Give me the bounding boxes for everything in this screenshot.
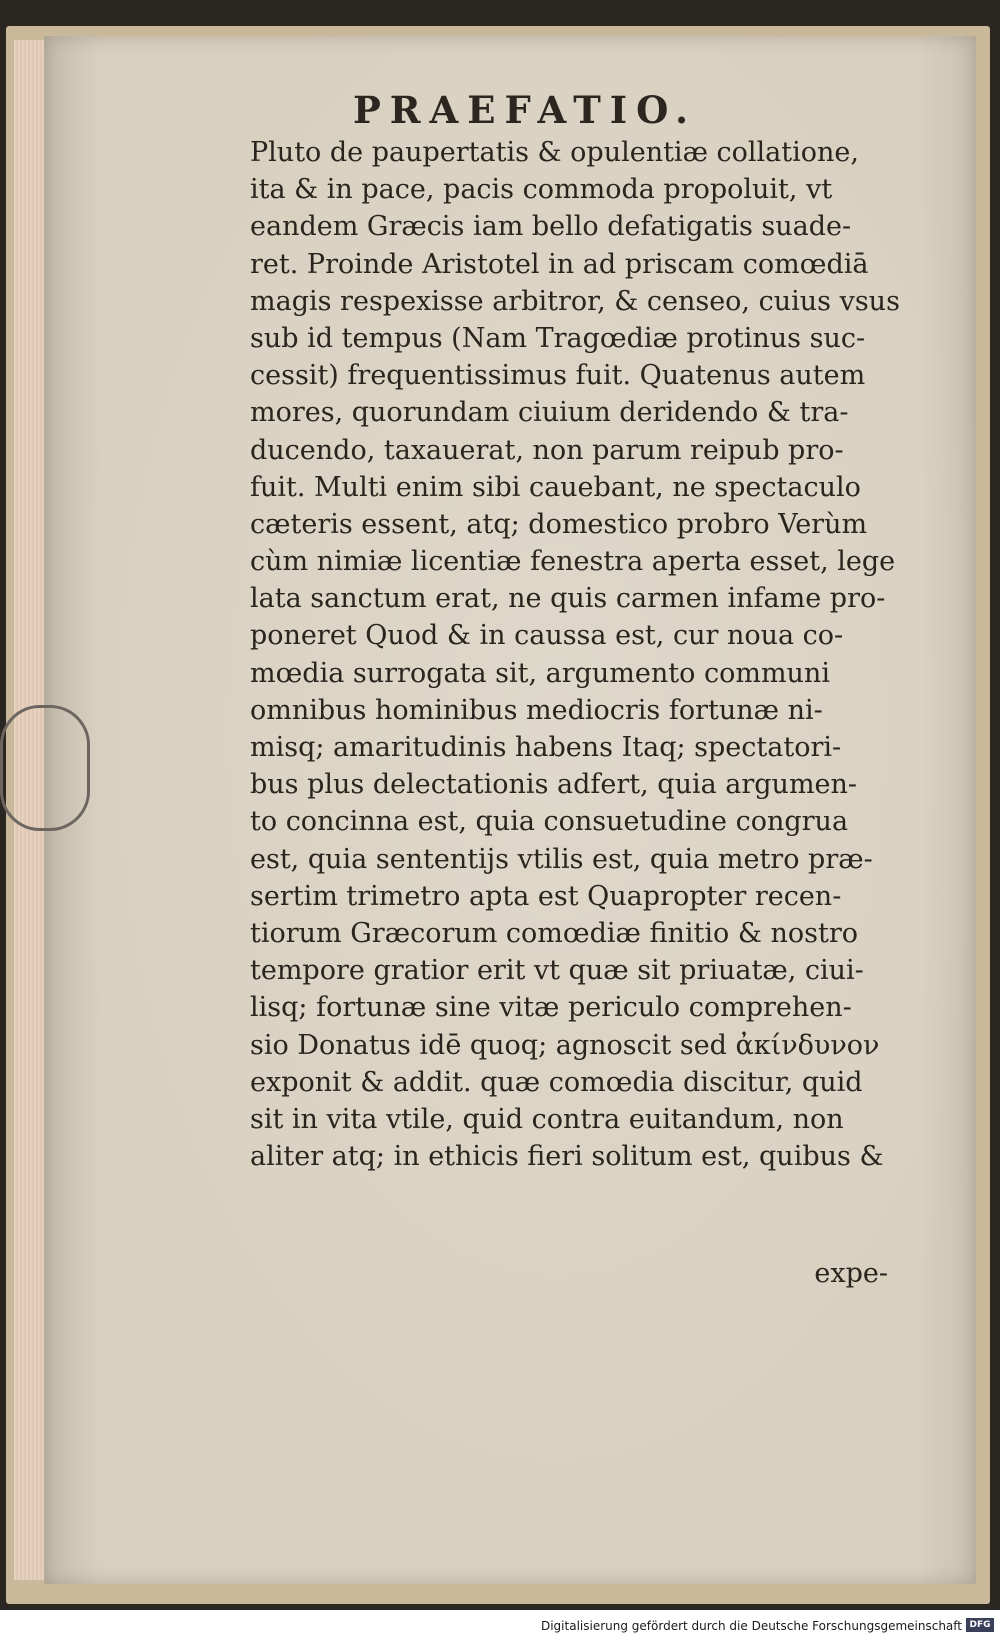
dfg-logo: DFG xyxy=(966,1618,994,1632)
text-line: lisq; fortunæ sine vitæ periculo comprehen- xyxy=(250,992,852,1024)
text-line: sio Donatus idē quoq; agnoscit sed ἀκίνδυνον xyxy=(250,1029,880,1061)
text-line: poneret Quod & in caussa est, cur noua co- xyxy=(250,620,844,652)
funding-credit: Digitalisierung gefördert durch die Deutsche Forschungsgemeinschaft xyxy=(540,1619,962,1633)
text-line: magis respexisse arbitror, & censeo, cuius vsus xyxy=(250,285,900,317)
text-line: cùm nimiæ licentiæ fenestra aperta esset, lege xyxy=(250,546,896,578)
text-line: cæteris essent, atq; domestico probro Verùm xyxy=(250,508,868,540)
text-line: mores, quorundam ciuium deridendo & tra- xyxy=(250,397,849,429)
text-line: eandem Græcis iam bello defatigatis suade- xyxy=(250,211,852,243)
text-line: sertim trimetro apta est Quapropter recen- xyxy=(250,880,842,912)
text-line: bus plus delectationis adfert, quia argumen- xyxy=(250,769,858,801)
text-line: misq; amaritudinis habens Itaq; spectatori- xyxy=(250,732,842,763)
text-line: cessit) frequentissimus fuit. Quatenus autem xyxy=(250,360,866,392)
text-line: fuit. Multi enim sibi cauebant, ne spectaculo xyxy=(250,471,861,503)
binding-clasp xyxy=(0,705,90,831)
catchword: expe- xyxy=(814,1258,888,1289)
text-line: tiorum Græcorum comœdiæ finitio & nostro xyxy=(250,917,858,949)
text-line: tempore gratior erit vt quæ sit priuatæ, ciui- xyxy=(250,955,864,987)
page-body-text xyxy=(250,134,950,1175)
page-header: PRAEFATIO. xyxy=(352,88,698,132)
footer-bar xyxy=(0,1612,1000,1641)
text-line: ita & in pace, pacis commoda propoluit, vt xyxy=(250,174,833,206)
text-line: sit in vita vtile, quid contra euitandum, non xyxy=(250,1103,844,1135)
text-line: to concinna est, quia consuetudine congrua xyxy=(250,806,849,838)
text-line: ducendo, taxauerat, non parum reipub pro- xyxy=(250,434,844,466)
text-line: ret. Proinde Aristotel in ad priscam comœdiā xyxy=(250,248,869,280)
book-page xyxy=(44,36,976,1584)
text-line: est, quia sententijs vtilis est, quia metro præ- xyxy=(250,843,873,875)
text-line: lata sanctum erat, ne quis carmen infame pro- xyxy=(250,583,886,615)
text-line: mœdia surrogata sit, argumento communi xyxy=(250,657,830,689)
text-line: omnibus hominibus mediocris fortunæ ni- xyxy=(250,694,823,726)
text-line: sub id tempus (Nam Tragœdiæ protinus suc- xyxy=(250,322,866,354)
text-line: Pluto de paupertatis & opulentiæ collatione, xyxy=(250,137,859,168)
text-line: exponit & addit. quæ comœdia discitur, quid xyxy=(250,1066,863,1098)
text-line: aliter atq; in ethicis fieri solitum est, quibus & xyxy=(250,1141,884,1173)
